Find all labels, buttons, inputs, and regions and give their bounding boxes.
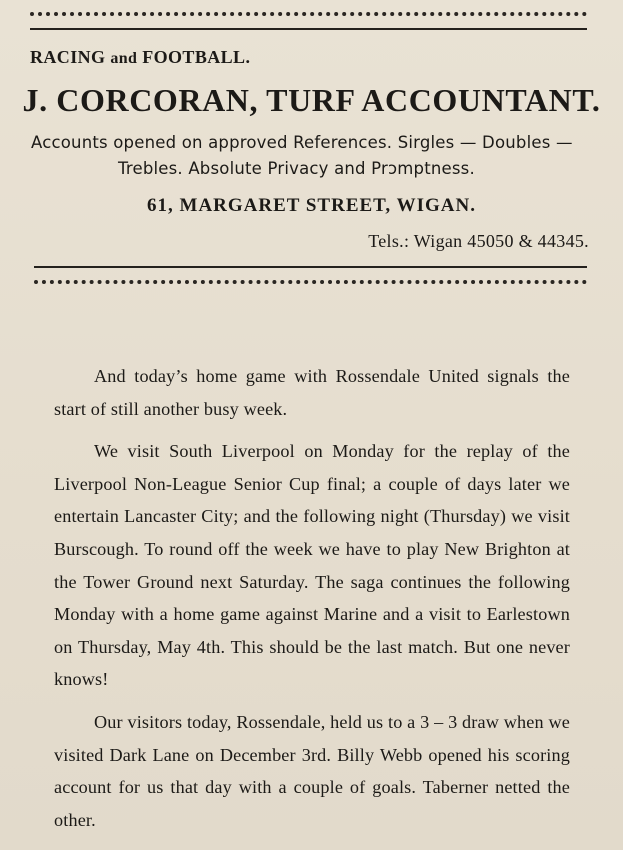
kicker-racing: RACING <box>30 47 106 67</box>
advert-kicker <box>30 47 250 68</box>
top-solid-rule <box>30 28 587 30</box>
article-paragraph-3: Our visitors today, Rossendale, held us to a 3 – 3 draw when we visited Dark Lane on December 3rd. Billy Webb opened his scoring account for us that day with a couple of goals. Taberner netted the other. <box>54 711 570 830</box>
kicker-football: FOOTBALL. <box>142 47 251 67</box>
advert-address: 61, MARGARET STREET, WIGAN. <box>147 195 476 216</box>
bottom-dotted-rule <box>34 280 587 284</box>
article-paragraph-2: We visit South Liverpool on Monday for the replay of the Liverpool Non-League Senior Cup final; a couple of days later we entertain Lancaster City; and the following night (Thursday) we visit Burscough. To round off the week we have to play New Brighton at the Tower Ground next Saturday. The saga continues the following Monday with a home game against Marine and a visit to Earlestown on Thursday, May 4th. This should be the last match. But one never knows! <box>54 441 570 690</box>
kicker-and: and <box>110 50 138 67</box>
advert-line-2: Trebles. Absolute Privacy and Prɔmptness. <box>118 159 475 178</box>
match-notes-article <box>54 360 570 836</box>
article-paragraph-1: And today’s home game with Rossendale United signals the start of still another busy week. <box>54 366 570 419</box>
top-dotted-rule <box>30 12 587 16</box>
bottom-solid-rule <box>34 266 587 268</box>
advert-title: J. CORCORAN, TURF ACCOUNTANT. <box>22 82 601 118</box>
advert-telephone: Tels.: Wigan 45050 & 44345. <box>368 231 589 251</box>
advert-line-1: Accounts opened on approved References. Sirgles — Doubles — <box>31 133 573 152</box>
